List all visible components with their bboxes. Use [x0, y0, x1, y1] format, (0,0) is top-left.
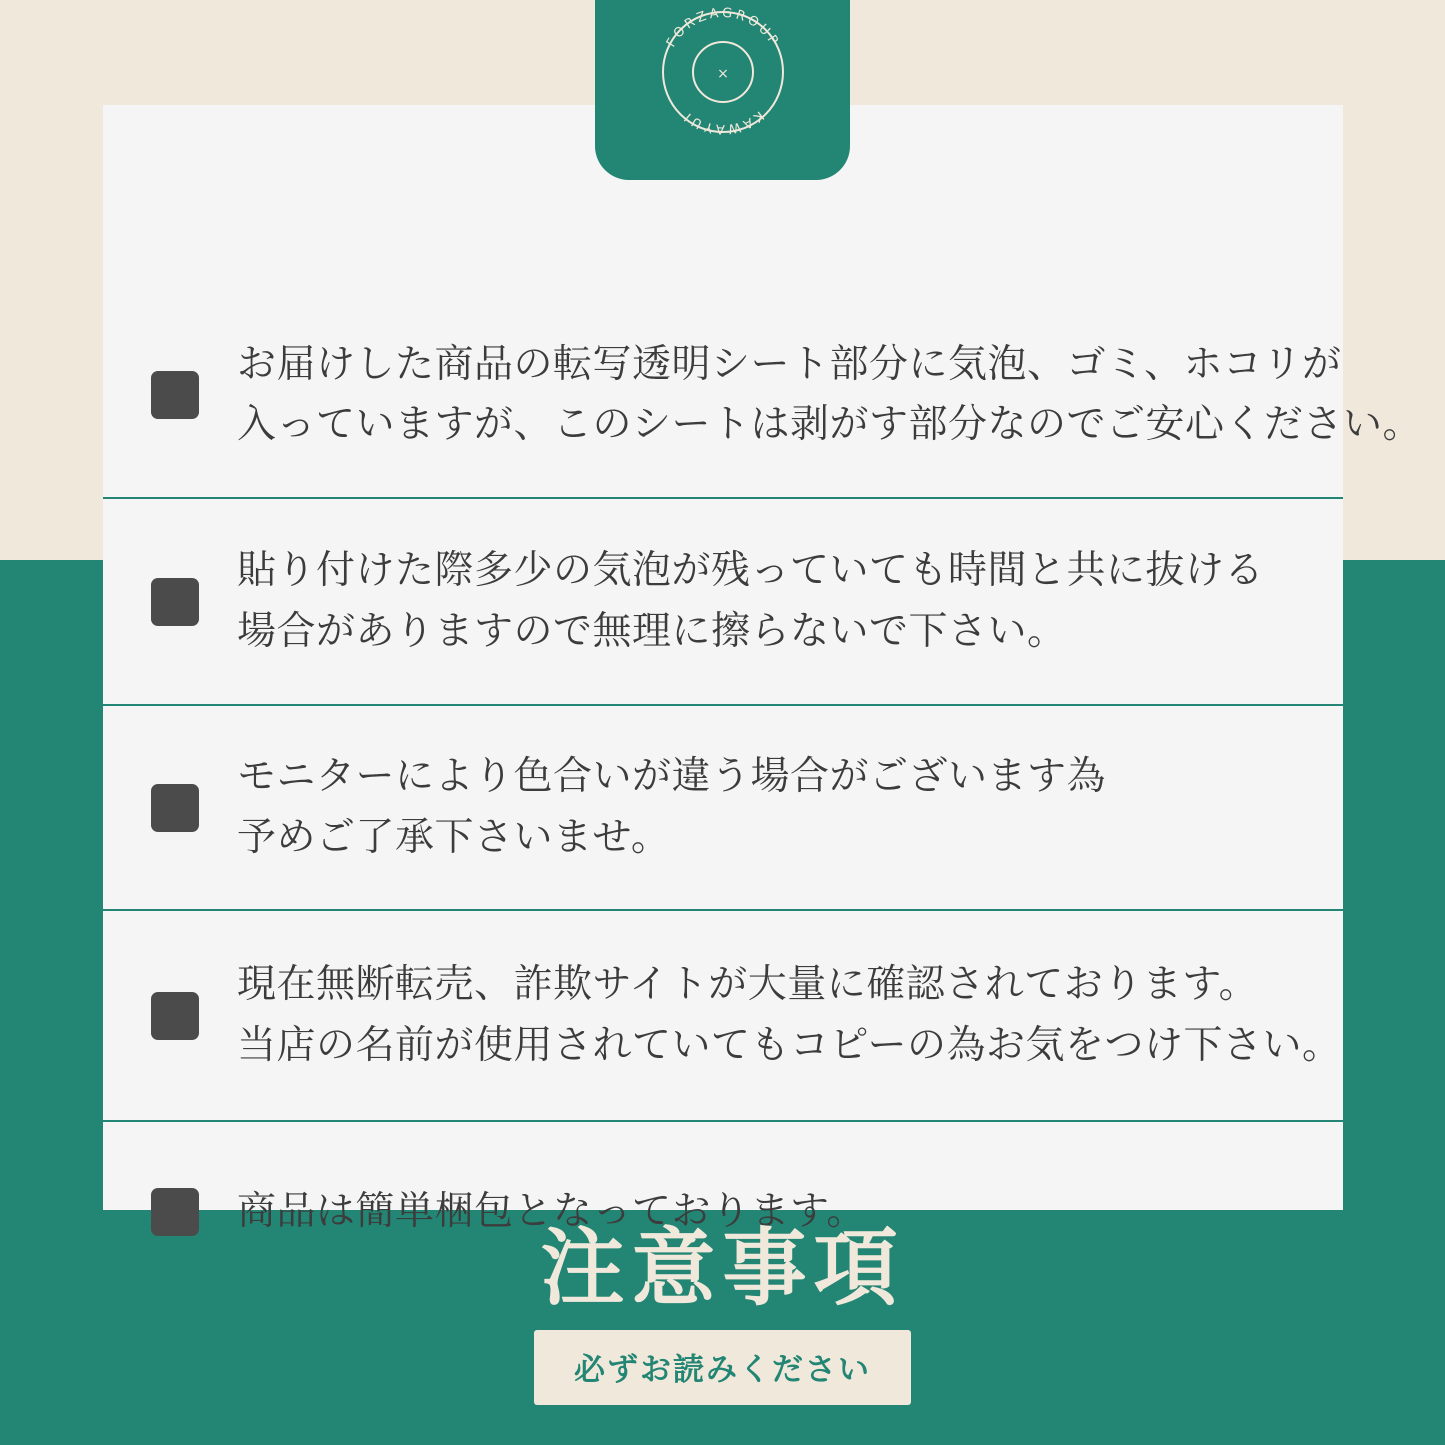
notice-line: 入っていますが、このシートは剥がす部分なのでご安心ください。: [237, 402, 1423, 447]
notice-line: 商品は簡単梱包となっております。: [237, 1188, 866, 1234]
bullet-square-icon: [151, 784, 199, 832]
bullet-square-icon: [151, 371, 199, 419]
bullet-square-icon: [151, 992, 199, 1040]
notice-list: [103, 105, 1423, 1302]
list-item: [103, 911, 1343, 1122]
notice-line: 現在無断転売、詐欺サイトが大量に確認されております。: [237, 962, 1259, 1008]
notice-line: 当店の名前が使用されていてもコピーの為お気をつけ下さい。: [237, 1022, 1342, 1068]
notice-text: [237, 335, 1422, 456]
svg-text:KAWAYUI: KAWAYUI: [678, 107, 766, 137]
list-item: [103, 287, 1423, 499]
list-item: [103, 499, 1343, 706]
notice-text: [237, 955, 1341, 1076]
footer: [0, 1210, 1445, 1445]
notice-line: 貼り付けた際多少の気泡が残っていても時間と共に抜ける: [237, 548, 1265, 594]
brand-logo-icon: [648, 0, 798, 147]
notice-card: [103, 105, 1423, 1234]
notice-line: 予めご了承下さいませ。: [237, 814, 671, 860]
svg-text:FORZAGROUP: FORZAGROUP: [663, 5, 782, 51]
svg-text:×: ×: [716, 66, 729, 82]
footer-badge: 必ずお読みください: [534, 1330, 911, 1405]
notice-text: [237, 747, 1106, 868]
notice-text: [237, 541, 1264, 662]
page-title: 注意事項: [540, 1219, 905, 1317]
brand-logo-badge: [595, 0, 850, 180]
notice-line: お届けした商品の転写透明シート部分に気泡、ゴミ、ホコリが: [237, 341, 1342, 387]
notice-line: モニターにより色合いが違う場合がございます為: [237, 754, 1107, 800]
list-item: [103, 706, 1343, 911]
bullet-square-icon: [151, 578, 199, 626]
notice-line: 場合がありますので無理に擦らないで下さい。: [237, 608, 1067, 654]
